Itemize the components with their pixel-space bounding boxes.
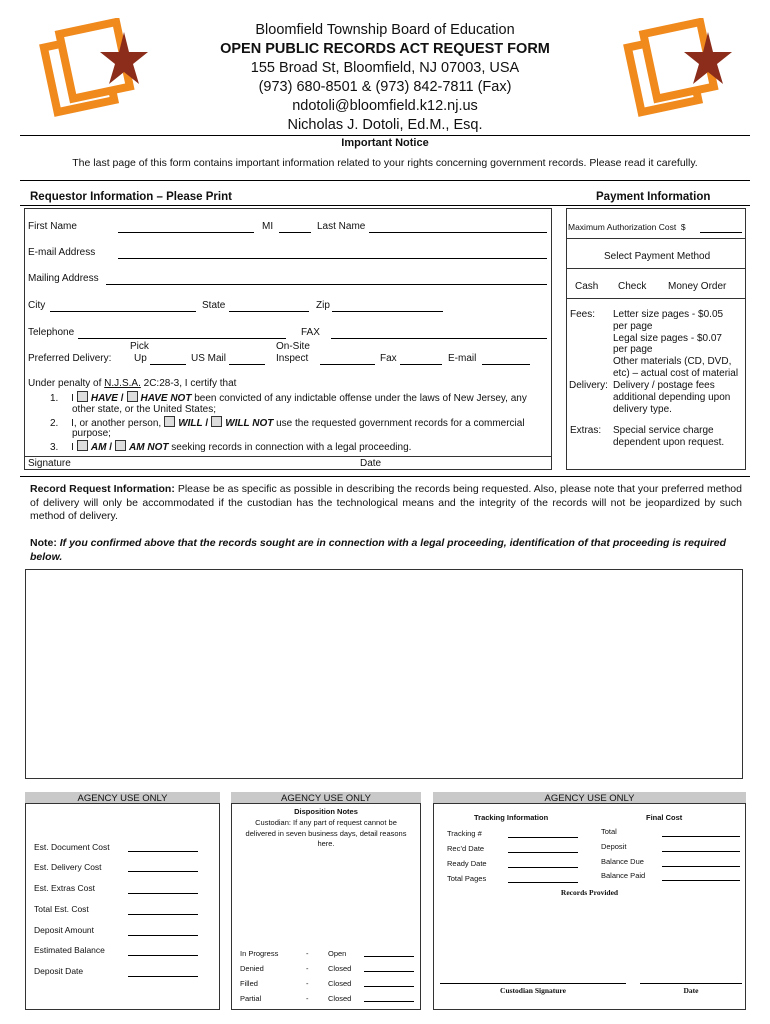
est-delivery-cost-label: Est. Delivery Cost bbox=[34, 862, 102, 872]
city-field[interactable] bbox=[50, 299, 196, 312]
agency-heading-1: AGENCY USE ONLY bbox=[25, 792, 220, 804]
signature-label: Signature bbox=[28, 458, 71, 469]
notice-title: Important Notice bbox=[341, 137, 429, 149]
legal-proceeding-note: Note: If you confirmed above that the records sought are in connection with a legal proceeding, identification of that proceeding is required below. bbox=[30, 537, 727, 563]
right-logo-icon bbox=[622, 18, 732, 118]
money-order-option[interactable]: Money Order bbox=[668, 281, 727, 292]
est-extras-cost-label: Est. Extras Cost bbox=[34, 883, 95, 893]
email-delivery-field[interactable] bbox=[482, 353, 530, 365]
ready-date-label: Ready Date bbox=[447, 859, 487, 868]
payment-heading: Payment Information bbox=[596, 191, 711, 203]
email-field[interactable] bbox=[118, 246, 547, 259]
deposit-date-field[interactable] bbox=[128, 965, 198, 977]
email: ndotoli@bloomfield.k12.nj.us bbox=[292, 98, 478, 114]
contact-name: Nicholas J. Dotoli, Ed.M., Esq. bbox=[287, 117, 483, 133]
mailing-field[interactable] bbox=[106, 272, 547, 285]
deposit-field[interactable] bbox=[662, 841, 740, 852]
records-provided-label: Records Provided bbox=[560, 888, 619, 897]
max-auth-field[interactable] bbox=[700, 221, 742, 233]
telephone-label: Telephone bbox=[28, 327, 75, 338]
check-option[interactable]: Check bbox=[618, 281, 647, 292]
deposit-amount-label: Deposit Amount bbox=[34, 925, 95, 935]
fax-delivery-label: Fax bbox=[380, 353, 397, 364]
penalty-line: Under penalty of N.J.S.A. 2C:28-3, I certify that bbox=[28, 378, 237, 389]
deposit-date-label: Deposit Date bbox=[34, 966, 84, 976]
balance-due-field[interactable] bbox=[662, 856, 740, 867]
agency-heading-2: AGENCY USE ONLY bbox=[231, 792, 421, 804]
total-est-cost-label: Total Est. Cost bbox=[34, 904, 89, 914]
requestor-heading: Requestor Information – Please Print bbox=[30, 191, 232, 203]
tracking-info-title: Tracking Information bbox=[474, 813, 549, 822]
total-label: Total bbox=[601, 827, 617, 836]
onsite-label: On-Site bbox=[276, 341, 310, 352]
state-field[interactable] bbox=[229, 299, 309, 312]
max-auth-label: Maximum Authorization Cost $ bbox=[568, 222, 686, 232]
usmail-label: US Mail bbox=[191, 353, 227, 364]
city-label: City bbox=[28, 300, 46, 311]
phone: (973) 680-8501 & (973) 842-7811 (Fax) bbox=[258, 79, 512, 95]
pick-label: Pick bbox=[130, 341, 149, 352]
records-description-area[interactable] bbox=[25, 569, 743, 779]
certify-item-2-cont: purpose; bbox=[72, 428, 111, 439]
balance-paid-label: Balance Paid bbox=[601, 871, 646, 880]
deposit-label: Deposit bbox=[601, 842, 627, 851]
custodian-date-field[interactable] bbox=[640, 970, 742, 984]
status-row[interactable]: In Progress - Open bbox=[240, 946, 420, 961]
will-checkbox[interactable] bbox=[164, 416, 175, 427]
up-label: Up bbox=[134, 353, 147, 364]
balance-paid-field[interactable] bbox=[662, 870, 740, 881]
form-title: OPEN PUBLIC RECORDS ACT REQUEST FORM bbox=[220, 41, 550, 57]
pickup-field[interactable] bbox=[150, 353, 186, 365]
est-document-cost-label: Est. Document Cost bbox=[34, 842, 110, 852]
notice-text: The last page of this form contains important information related to your rights concerning government records. Please read it carefully. bbox=[72, 157, 698, 169]
fax-delivery-field[interactable] bbox=[400, 353, 442, 365]
balance-due-label: Balance Due bbox=[601, 857, 644, 866]
fax-label: FAX bbox=[301, 327, 320, 338]
inspect-label: Inspect bbox=[276, 353, 309, 364]
recd-date-label: Rec’d Date bbox=[447, 844, 485, 853]
email-label: E-mail Address bbox=[28, 247, 96, 258]
telephone-field[interactable] bbox=[78, 326, 286, 339]
total-pages-label: Total Pages bbox=[447, 874, 487, 883]
date-label: Date bbox=[360, 458, 382, 469]
email-delivery-label: E-mail bbox=[448, 353, 477, 364]
disposition-status-list bbox=[240, 946, 420, 1006]
extras-list: Special service charge dependent upon request. bbox=[613, 425, 725, 448]
fax-field[interactable] bbox=[331, 326, 547, 339]
certify-item-2: 2. I, or another person, WILL / WILL NOT use the requested government records for a commercial bbox=[50, 418, 525, 429]
status-row[interactable]: Filled - Closed bbox=[240, 976, 420, 991]
will-not-checkbox[interactable] bbox=[211, 416, 222, 427]
usmail-field[interactable] bbox=[229, 353, 265, 365]
est-extras-cost-field[interactable] bbox=[128, 882, 198, 894]
est-document-cost-field[interactable] bbox=[128, 840, 198, 852]
ready-date-field[interactable] bbox=[508, 857, 578, 868]
delivery-label: Delivery: bbox=[569, 380, 608, 391]
agency-heading-3: AGENCY USE ONLY bbox=[433, 792, 746, 804]
org-name: Bloomfield Township Board of Education bbox=[255, 22, 515, 38]
deposit-amount-field[interactable] bbox=[128, 924, 198, 936]
mi-label: MI bbox=[262, 221, 274, 232]
mi-field[interactable] bbox=[279, 220, 311, 233]
custodian-signature-label: Custodian Signature bbox=[500, 986, 566, 995]
status-row[interactable]: Denied - Closed bbox=[240, 961, 420, 976]
first-name-label: First Name bbox=[28, 221, 77, 232]
certify-item-1-cont: other state, or the United States; bbox=[72, 404, 216, 415]
disposition-note-text: Custodian: If any part of request cannot be delivered in seven business days, detail reasons here. bbox=[245, 818, 407, 848]
cash-option[interactable]: Cash bbox=[575, 281, 599, 292]
status-row[interactable]: Partial - Closed bbox=[240, 991, 420, 1006]
fees-list: Letter size pages - $0.05 per page Legal size pages - $0.07 per page Other materials (CD, DVD, etc) – actual cost of material bbox=[613, 309, 739, 379]
am-not-checkbox[interactable] bbox=[115, 440, 126, 451]
state-label: State bbox=[202, 300, 226, 311]
disposition-notes-title: Disposition Notes bbox=[294, 807, 358, 816]
fees-label: Fees: bbox=[570, 309, 596, 320]
delivery-list: Delivery / postage fees additional depending upon delivery type. bbox=[613, 380, 731, 415]
agency-box-costs bbox=[25, 792, 220, 1010]
total-field[interactable] bbox=[662, 826, 740, 837]
zip-field[interactable] bbox=[332, 299, 443, 312]
certify-item-3: 3. I AM / AM NOT seeking records in connection with a legal proceeding. bbox=[50, 442, 412, 453]
have-not-checkbox[interactable] bbox=[127, 391, 138, 402]
onsite-field[interactable] bbox=[320, 353, 375, 365]
have-checkbox[interactable] bbox=[77, 391, 88, 402]
tracking-number-label: Tracking # bbox=[447, 829, 482, 838]
estimated-balance-field[interactable] bbox=[128, 944, 198, 956]
estimated-balance-label: Estimated Balance bbox=[34, 945, 105, 955]
certify-item-1: 1. I HAVE / HAVE NOT been convicted of any indictable offense under the laws of New Jersey, any bbox=[50, 393, 527, 404]
mailing-label: Mailing Address bbox=[28, 273, 99, 284]
left-logo-icon bbox=[38, 18, 148, 118]
tracking-number-field[interactable] bbox=[508, 827, 578, 838]
custodian-signature-field[interactable] bbox=[440, 970, 626, 984]
last-name-label: Last Name bbox=[317, 221, 366, 232]
total-pages-field[interactable] bbox=[508, 872, 578, 883]
first-name-field[interactable] bbox=[118, 220, 254, 233]
extras-label: Extras: bbox=[570, 425, 602, 436]
last-name-field[interactable] bbox=[369, 220, 547, 233]
preferred-delivery-label: Preferred Delivery: bbox=[28, 353, 112, 364]
est-delivery-cost-field[interactable] bbox=[128, 860, 198, 872]
record-request-info: Record Request Information: Please be as specific as possible in describing the records being requested. Also, please note that your preferred method of delivery will only be accommodated if the custodian has the technological means and the integrity of the records will not be jeopardized by such method of delivery. bbox=[30, 483, 742, 522]
final-cost-title: Final Cost bbox=[646, 813, 683, 822]
am-checkbox[interactable] bbox=[77, 440, 88, 451]
recd-date-field[interactable] bbox=[508, 842, 578, 853]
select-payment-label: Select Payment Method bbox=[604, 251, 711, 262]
form-header bbox=[200, 21, 570, 135]
total-est-cost-field[interactable] bbox=[128, 903, 198, 915]
address: 155 Broad St, Bloomfield, NJ 07003, USA bbox=[250, 60, 520, 76]
custodian-date-label: Date bbox=[683, 986, 699, 995]
zip-label: Zip bbox=[316, 300, 330, 311]
